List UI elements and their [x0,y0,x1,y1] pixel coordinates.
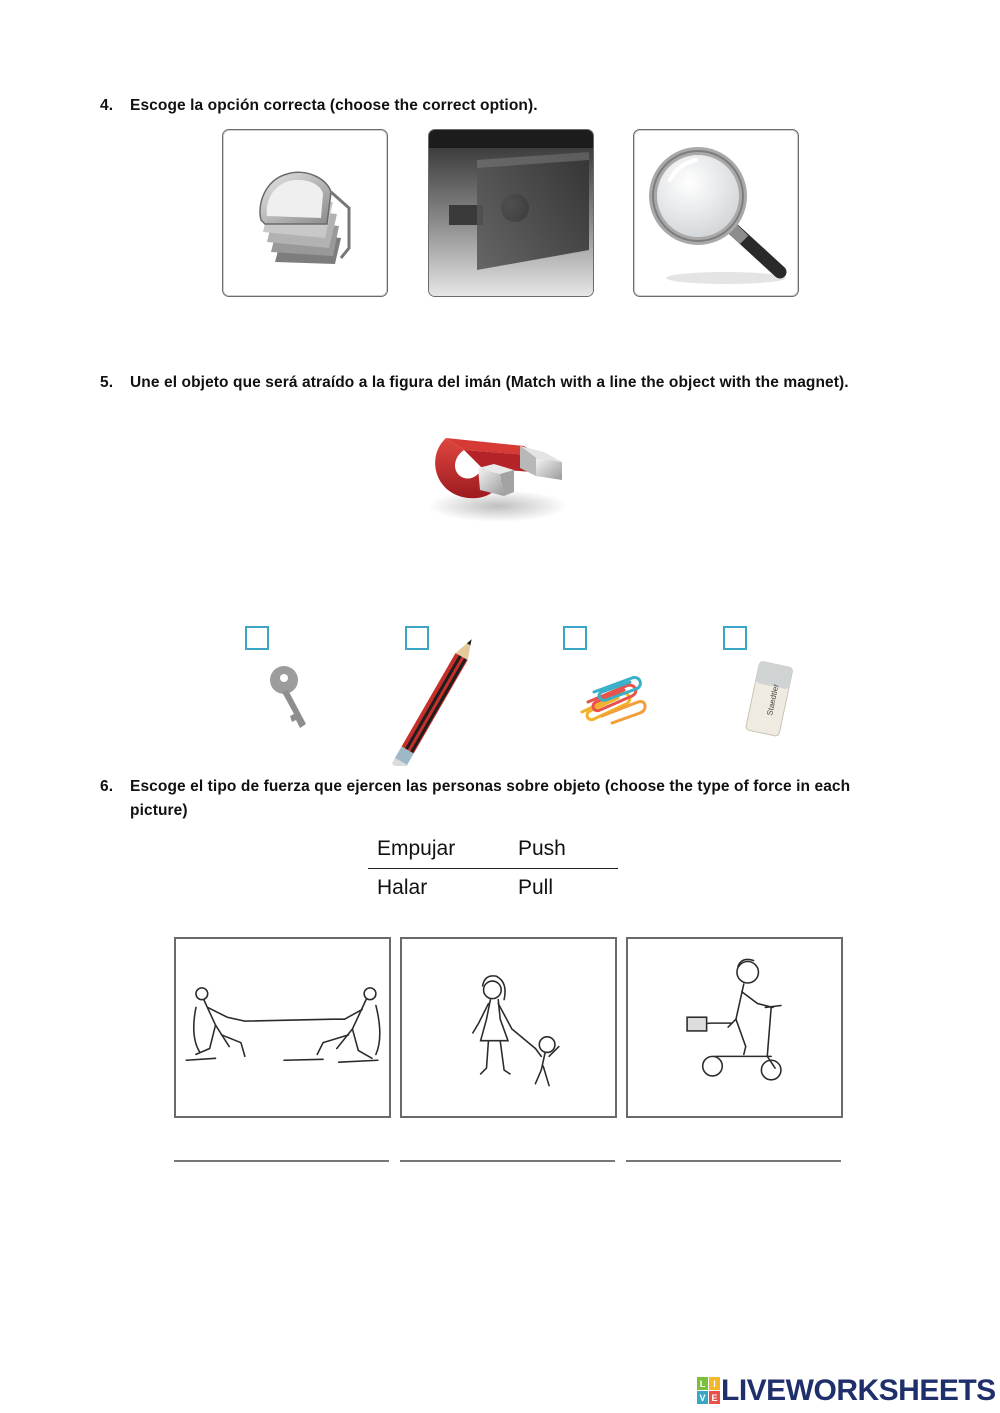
logo-badge-letter: E [711,1393,718,1403]
force-english: Push [509,830,618,869]
magnifying-glass-icon [634,130,798,296]
eraser-image [742,660,798,740]
bread-slices-icon [223,130,387,296]
glass-panel-icon [429,130,593,296]
answer-line-3[interactable] [626,1160,841,1162]
option-glass-image[interactable] [428,129,594,297]
child-on-scooter-icon [628,939,841,1116]
force-table [368,830,618,907]
mother-and-child-icon [402,939,615,1116]
force-spanish: Empujar [368,830,509,869]
question-6-text-line2: picture) [130,802,188,819]
logo-badge-icon [697,1377,721,1405]
question-5-number: 5. [100,374,114,391]
eraser-icon [742,660,798,740]
force-english: Pull [518,876,554,899]
paperclips-icon [574,672,650,728]
question-4 [100,97,900,119]
question-4-number: 4. [100,97,114,114]
force-table-row [368,869,618,908]
logo-text: LIVEWORKSHEETS [721,1374,996,1407]
question-5-text: Une el objeto que será atraído a la figura del imán (Match with a line the object with the magnet). [130,374,849,391]
key-image [262,662,318,734]
picture-tug-of-war [174,937,391,1118]
logo-badge-letter: L [699,1379,706,1389]
pencil-icon [385,626,495,766]
checkbox-eraser[interactable] [723,626,747,650]
magnet-image [416,410,586,525]
logo-badge-letter: I [713,1379,716,1389]
force-spanish: Halar [377,876,428,899]
question-4-text: Escoge la opción correcta (choose the correct option). [130,97,538,114]
answer-line-2[interactable] [400,1160,615,1162]
liveworksheets-logo [697,1376,996,1406]
pencil-image [385,626,495,766]
paperclips-image [574,672,650,728]
option-magnifier-image[interactable] [633,129,799,297]
force-table-row [368,830,618,869]
picture-scooter [626,937,843,1118]
question-6-text-line1: Escoge el tipo de fuerza que ejercen las personas sobre objeto (choose the type of force in each [130,778,851,795]
answer-line-1[interactable] [174,1160,389,1162]
question-6-number: 6. [100,778,114,795]
option-bread-image[interactable] [222,129,388,297]
checkbox-key[interactable] [245,626,269,650]
eraser-brand-label: Staedtler [765,683,781,717]
checkbox-paperclips[interactable] [563,626,587,650]
logo-badge-letter: V [699,1393,706,1403]
key-icon [262,662,318,734]
tug-of-war-icon [176,939,389,1116]
question-6 [100,778,960,824]
horseshoe-magnet-icon [416,410,586,525]
picture-mother-child [400,937,617,1118]
question-5 [100,374,960,396]
